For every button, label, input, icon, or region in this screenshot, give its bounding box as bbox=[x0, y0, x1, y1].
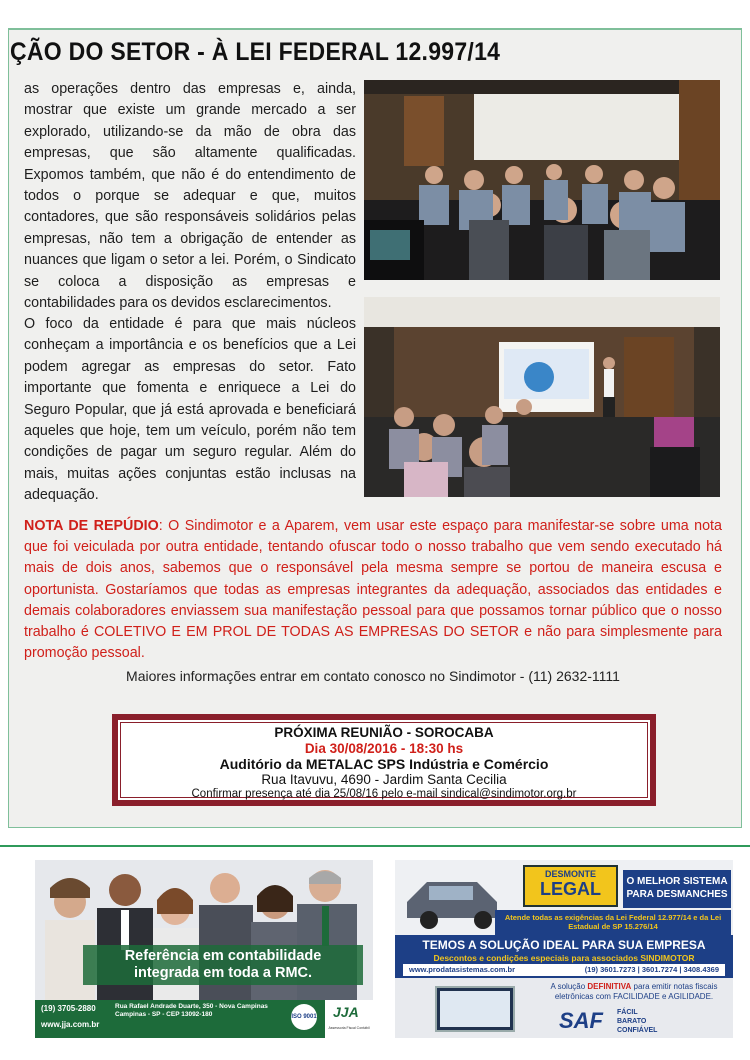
repudio-note bbox=[24, 516, 722, 664]
saf-features: FÁCIL BARATO CONFIÁVEL bbox=[617, 1009, 658, 1034]
saf-section bbox=[395, 978, 733, 1038]
contact-info: Maiores informações entrar em contato conosco no Sindimotor - (11) 2632-1111 bbox=[126, 668, 620, 684]
law-compliance-text: Atende todas as exigências da Lei Federal 12.977/14 e da Lei Estadual de SP 15.276/14 bbox=[495, 910, 731, 935]
next-meeting-box bbox=[112, 714, 656, 806]
jja-address: Rua Rafael Andrade Duarte, 350 - Nova Campinas Campinas - SP - CEP 13092-180 bbox=[115, 1003, 268, 1018]
meeting-place: Auditório da METALAC SPS Indústria e Comércio bbox=[219, 756, 549, 772]
jja-website[interactable]: www.jja.com.br bbox=[41, 1020, 100, 1029]
article-paragraph-1: as operações dentro das empresas e, ainda, mostrar que existe um grande mercado a ser explorado, utilizando-se da mão de obra das empresas, que são altamente qualificadas. Expomos também, que não é do entendimento de todos o porque se adequar e que, muitos contadores, que são responsáveis solidários pelas empresas, não tem a obrigação de entender as nuances que ligam o setor a lei. Porém, o Sindicato se coloca a disposição as empresas e contabilidades para os devidos esclarecimentos. bbox=[24, 81, 356, 312]
article-paragraph-2: O foco da entidade é para que mais núcleos conheçam a importância e os benefícios que a Lei podem agregar as empresas do setor. Fato importante que fomenta e enriquece a Lei do Seguro Popular, que já está aprovada e beneficiará aqueles que hoje, tem um veículo, porém não tem condições de pagar um seguro regular. Além do mais, muitas ações conjuntas estão inclusas na adequação. bbox=[24, 316, 356, 504]
laptop-icon bbox=[435, 986, 515, 1032]
meeting-title: PRÓXIMA REUNIÃO - SOROCABA bbox=[274, 725, 494, 740]
article-headline: ÇÃO DO SETOR - À LEI FEDERAL 12.997/14 bbox=[10, 38, 501, 66]
meeting-address: Rua Itavuvu, 4690 - Jardim Santa Cecilia bbox=[261, 772, 507, 787]
prodata-headline: TEMOS A SOLUÇÃO IDEAL PARA SUA EMPRESA bbox=[422, 938, 706, 952]
presentation-photo bbox=[364, 297, 720, 497]
prodata-contact-bar bbox=[403, 964, 725, 976]
jja-slogan: Referência em contabilidade integrada em toda a RMC. bbox=[83, 945, 373, 985]
iso-9001-seal-icon: ISO 9001 bbox=[291, 1004, 317, 1030]
prodata-advertisement[interactable] bbox=[395, 860, 733, 1038]
jja-advertisement[interactable] bbox=[35, 860, 373, 1038]
jja-phone: (19) 3705-2880 bbox=[41, 1004, 96, 1013]
saf-solution-text: A solução DEFINITIVA para emitir notas fiscais eletrônicas com FACILIDADE e AGILIDADE. bbox=[550, 982, 718, 1001]
jja-logo: JJA Assessoria Fiscal Contábil bbox=[325, 1000, 373, 1038]
meeting-date: Dia 30/08/2016 - 18:30 hs bbox=[304, 741, 464, 756]
meeting-confirm: Confirmar presença até dia 25/08/16 pelo e-mail sindical@sindimotor.org.br bbox=[191, 788, 577, 800]
saf-logo: SAF bbox=[559, 1008, 603, 1033]
repudio-title: NOTA DE REPÚDIO bbox=[24, 518, 159, 534]
prodata-website[interactable]: www.prodatasistemas.com.br bbox=[409, 965, 516, 974]
repudio-text: : O Sindimotor e a Aparem, vem usar este espaço para manifestar-se sobre uma nota que foi veiculada por outra entidade, tentando ofuscar todo o nosso trabalho que vem sendo executado há mais de dois anos, sabemos que o responsável pela mesma sempre se portou de maneira escusa e oportunista. Gostaríamos que todas as empresas integrantes da adequação, associados das entidades e demais colaboradores enviassem sua manifestação pessoal para que possamos tornar público que o nosso trabalho é COLETIVO E EM PROL DE TODAS AS EMPRESAS DO SETOR e não para simplesmente para promoção pessoal. bbox=[24, 518, 722, 662]
top-rule bbox=[8, 28, 742, 30]
section-divider bbox=[0, 845, 750, 847]
best-system-label: O MELHOR SISTEMA PARA DESMANCHES bbox=[623, 870, 731, 908]
desmonte-legal-badge: DESMONTE LEGAL bbox=[523, 865, 618, 907]
prodata-phones: (19) 3601.7273 | 3601.7274 | 3408.4369 bbox=[584, 965, 719, 974]
prodata-discount-text: Descontos e condições especiais para associados SINDIMOTOR bbox=[433, 953, 695, 963]
desmonte-legal-banner bbox=[395, 860, 733, 935]
meeting-audience-photo bbox=[364, 80, 720, 280]
